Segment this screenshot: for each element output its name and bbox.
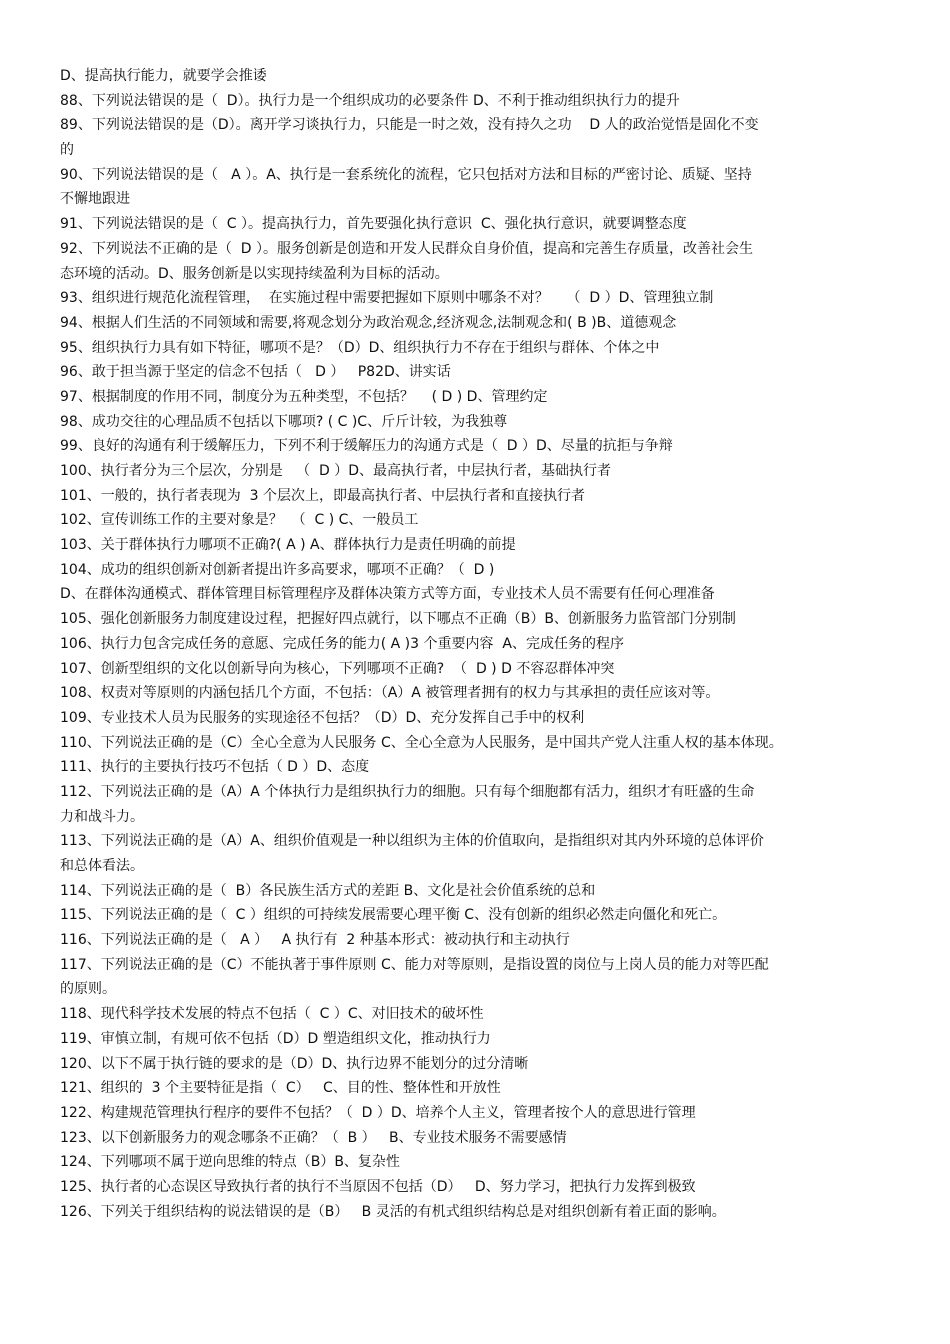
text-line: 94、根据人们生活的不同领域和需要,将观念划分为政治观念,经济观念,法制观念和( B )B、道德观念 bbox=[60, 314, 677, 331]
text-line: 96、敢于担当源于坚定的信念不包括（ D ） P82D、讲实话 bbox=[60, 364, 451, 381]
text-line: 109、专业技术人员为民服务的实现途径不包括？（D）D、充分发挥自己手中的权利 bbox=[60, 709, 585, 726]
text-line: 108、权责对等原则的内涵包括几个方面，不包括：（A）A 被管理者拥有的权力与其承担的责任应该对等。 bbox=[60, 685, 720, 702]
text-line: 125、执行者的心态误区导致执行者的执行不当原因不包括（D） D、努力学习，把执行力发挥到极致 bbox=[60, 1178, 696, 1195]
text-line: 123、以下创新服务力的观念哪条不正确？（ B ） B、专业技术服务不需要感情 bbox=[60, 1129, 567, 1146]
text-line: 106、执行力包含完成任务的意愿、完成任务的能力( A )3 个重要内容 A、完成任务的程序 bbox=[60, 635, 624, 652]
text-line: 120、以下不属于执行链的要求的是（D）D、执行边界不能划分的过分清晰 bbox=[60, 1055, 529, 1072]
text-line: 114、下列说法正确的是（ B）各民族生活方式的差距 B、文化是社会价值系统的总和 bbox=[60, 882, 596, 899]
text-line: D、在群体沟通模式、群体管理目标管理程序及群体决策方式等方面，专业技术人员不需要有任何心理准备 bbox=[60, 586, 715, 603]
text-line: 112、下列说法正确的是（A）A 个体执行力是组织执行力的细胞。只有每个细胞都有活力，组织才有旺盛的生命 bbox=[60, 783, 755, 800]
text-line: 91、下列说法错误的是（ C ）。提高执行力，首先要强化执行意识 C、强化执行意识，就要调整态度 bbox=[60, 216, 687, 233]
text-line: 92、下列说法不正确的是（ D ）。服务创新是创造和开发人民群众自身价值，提高和完善生存质量，改善社会生 bbox=[60, 240, 753, 257]
text-line: 115、下列说法正确的是（ C ）组织的可持续发展需要心理平衡 C、没有创新的组织必然走向僵化和死亡。 bbox=[60, 907, 727, 924]
text-line: 和总体看法。 bbox=[60, 858, 144, 874]
text-line: 93、组织进行规范化流程管理， 在实施过程中需要把握如下原则中哪条不对？ （ D ）D、管理独立制 bbox=[60, 290, 714, 307]
text-line: 100、执行者分为三个层次，分别是 （ D ）D、最高执行者，中层执行者，基础执行者 bbox=[60, 463, 611, 479]
text-line: 99、良好的沟通有利于缓解压力，下列不利于缓解压力的沟通方式是（ D ）D、尽量的抗拒与争辩 bbox=[60, 438, 673, 455]
text-line: 的原则。 bbox=[60, 981, 116, 998]
text-line: 103、关于群体执行力哪项不正确?( A ) A、群体执行力是责任明确的前提 bbox=[60, 537, 516, 554]
text-line: 97、根据制度的作用不同，制度分为五种类型，不包括？ ( D ) D、管理约定 bbox=[60, 388, 548, 405]
text-line: 119、审慎立制，有规可依不包括（D）D 塑造组织文化，推动执行力 bbox=[60, 1030, 491, 1047]
text-line: 98、成功交往的心理品质不包括以下哪项? ( C )C、斤斤计较，为我独尊 bbox=[60, 413, 508, 430]
text-line: 力和战斗力。 bbox=[60, 808, 144, 825]
text-line: 95、组织执行力具有如下特征，哪项不是？（D）D、组织执行力不存在于组织与群体、个体之中 bbox=[60, 339, 660, 356]
text-line: 101、一般的，执行者表现为 3 个层次上，即最高执行者、中层执行者和直接执行者 bbox=[60, 487, 585, 504]
text-line: 122、构建规范管理执行程序的要件不包括？（ D ）D、培养个人主义，管理者按个人的意思进行管理 bbox=[60, 1104, 696, 1121]
text-line: 116、下列说法正确的是（ A ） A 执行有 2 种基本形式：被动执行和主动执行 bbox=[60, 932, 570, 949]
text-line: 111、执行的主要执行技巧不包括（ D ）D、态度 bbox=[60, 759, 370, 776]
text-line: 107、创新型组织的文化以创新导向为核心，下列哪项不正确? （ D ) D 不容忍群体冲突 bbox=[60, 660, 615, 677]
text-line: 90、下列说法错误的是（ A ）。A、执行是一套系统化的流程，它只包括对方法和目标的严密讨论、质疑、坚持 bbox=[60, 166, 752, 183]
text-line: 102、宣传训练工作的主要对象是？ （ C ) C、一般员工 bbox=[60, 512, 419, 529]
text-line: 121、组织的 3 个主要特征是指（ C） C、目的性、整体性和开放性 bbox=[60, 1080, 501, 1097]
text-line: 110、下列说法正确的是（C）全心全意为人民服务 C、全心全意为人民服务，是中国共产党人注重人权的基本体现。 bbox=[60, 734, 783, 751]
text-line: 104、成功的组织创新对创新者提出许多高要求，哪项不正确？（ D ) bbox=[60, 561, 495, 578]
text-line: 的 bbox=[60, 142, 74, 159]
text-line: 105、强化创新服务力制度建设过程，把握好四点就行，以下哪点不正确（B）B、创新服务力监管部门分别制 bbox=[60, 611, 736, 628]
text-line: 不懈地跟进 bbox=[60, 191, 130, 208]
text-line: 89、下列说法错误的是（D）。离开学习谈执行力，只能是一时之效，没有持久之功 D 人的政治觉悟是固化不变 bbox=[60, 117, 759, 134]
text-line: 126、下列关于组织结构的说法错误的是（B） B 灵活的有机式组织结构总是对组织创新有着正面的影响。 bbox=[60, 1203, 726, 1220]
text-line: 124、下列哪项不属于逆向思维的特点（B）B、复杂性 bbox=[60, 1154, 400, 1171]
document-body bbox=[60, 64, 905, 1224]
text-line: 118、现代科学技术发展的特点不包括（ C ）C、对旧技术的破坏性 bbox=[60, 1006, 484, 1023]
text-line: 117、下列说法正确的是（C）不能执著于事件原则 C、能力对等原则，是指设置的岗位与上岗人员的能力对等匹配 bbox=[60, 956, 769, 973]
text-line: D、提高执行能力，就要学会推诿 bbox=[60, 68, 267, 84]
text-line: 态环境的活动。D、服务创新是以实现持续盈利为目标的活动。 bbox=[60, 265, 449, 282]
text-line: 113、下列说法正确的是（A）A、组织价值观是一种以组织为主体的价值取向，是指组织对其内外环境的总体评价 bbox=[60, 833, 764, 850]
text-line: 88、下列说法错误的是（ D）。执行力是一个组织成功的必要条件 D、不利于推动组织执行力的提升 bbox=[60, 92, 680, 109]
